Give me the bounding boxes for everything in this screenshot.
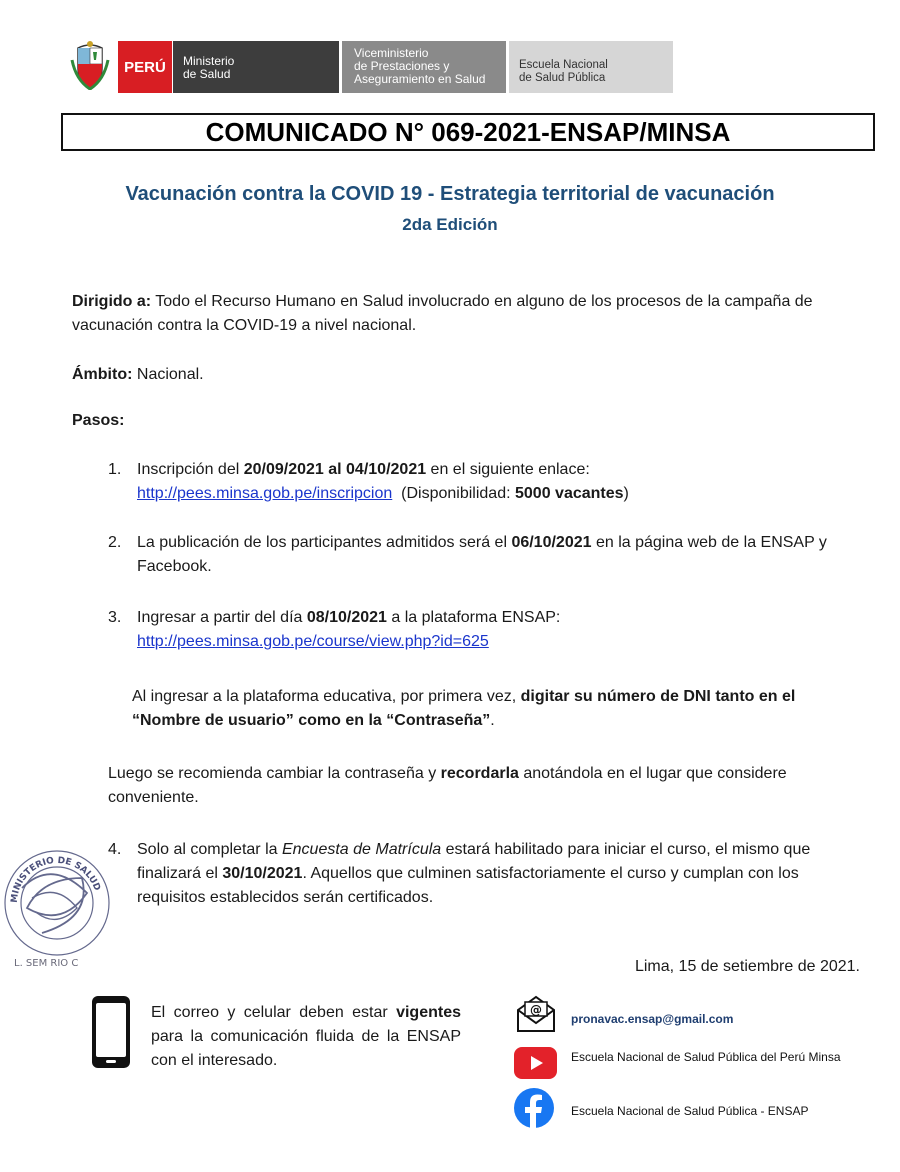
viceministerio-label: Viceministerio de Prestaciones y Aseguramiento en Salud bbox=[342, 41, 506, 93]
step1-dates: 20/09/2021 al 04/10/2021 bbox=[243, 461, 427, 478]
contact-note bbox=[151, 1001, 461, 1073]
step2-text-c: en la página web de la ENSAP y Facebook. bbox=[137, 534, 827, 575]
step4-text-c: estará habilitado para iniciar el curso, el mismo que finalizará el bbox=[137, 841, 811, 882]
document-date: Lima, 15 de setiembre de 2021. bbox=[634, 958, 860, 975]
header-logos bbox=[70, 40, 674, 94]
pasos-label: Pasos: bbox=[72, 412, 125, 429]
luego-paragraph bbox=[108, 762, 873, 810]
step-2 bbox=[108, 531, 868, 579]
ambito-label: Ámbito: bbox=[72, 366, 133, 383]
document-title: COMUNICADO N° 069-2021-ENSAP/MINSA bbox=[61, 113, 875, 151]
dirigido-paragraph bbox=[72, 290, 872, 338]
facebook-page-name[interactable]: Escuela Nacional de Salud Pública - ENSAP bbox=[571, 1104, 809, 1118]
step3-text-a: Ingresar a partir del día bbox=[137, 609, 307, 626]
step-number: 2. bbox=[108, 534, 122, 551]
edition-label: 2da Edición bbox=[402, 215, 498, 234]
document-subtitle: Vacunación contra la COVID 19 - Estrategia territorial de vacunación bbox=[125, 183, 775, 205]
step-number: 1. bbox=[108, 461, 122, 478]
end-date: 30/10/2021 bbox=[222, 865, 303, 882]
luego-bold: recordarla bbox=[440, 765, 519, 782]
contact-text-c: para la comunicación fluida de la ENSAP con el interesado. bbox=[151, 1028, 461, 1069]
luego-text-c: anotándola en el lugar que considere conveniente. bbox=[108, 765, 787, 806]
escuela-label: Escuela Nacional de Salud Pública bbox=[509, 41, 673, 93]
step-1 bbox=[108, 458, 868, 506]
svg-text:@: @ bbox=[530, 1003, 542, 1017]
step-number: 4. bbox=[108, 841, 122, 858]
step-4 bbox=[108, 838, 868, 910]
step3-date: 08/10/2021 bbox=[306, 609, 387, 626]
ministerio-label: Ministerio de Salud bbox=[173, 41, 339, 93]
stamp-top-text: MINISTERIO DE SALUD bbox=[9, 855, 102, 904]
inscripcion-link[interactable]: http://pees.minsa.gob.pe/inscripcion bbox=[137, 485, 393, 502]
step1-text-d: (Disponibilidad: bbox=[392, 485, 515, 502]
facebook-icon[interactable] bbox=[513, 1087, 555, 1129]
dirigido-label: Dirigido a: bbox=[72, 293, 152, 310]
step1-text-a: Inscripción del bbox=[137, 461, 244, 478]
mobile-phone-icon bbox=[90, 994, 132, 1070]
step1-text-f: ) bbox=[623, 485, 629, 502]
login-note bbox=[132, 685, 862, 733]
step1-text-c: en el siguiente enlace: bbox=[426, 461, 590, 478]
course-link[interactable]: http://pees.minsa.gob.pe/course/view.php?id=625 bbox=[137, 633, 489, 650]
step2-text-a: La publicación de los participantes admitidos será el bbox=[137, 534, 512, 551]
ambito-text: Nacional. bbox=[132, 366, 204, 383]
step4-text-e: . Aquellos que culminen satisfactoriamente el curso y cumplan con los requisitos establecidos serán certificados. bbox=[137, 865, 799, 906]
youtube-icon[interactable] bbox=[513, 1046, 558, 1080]
email-icon bbox=[515, 994, 557, 1034]
contact-email[interactable]: pronavac.ensap@gmail.com bbox=[571, 1012, 734, 1026]
dirigido-text: Todo el Recurso Humano en Salud involucrado en alguno de los procesos de la campaña de vacunación contra la COVID-19 a nivel nacional. bbox=[72, 293, 813, 334]
step4-text-a: Solo al completar la bbox=[137, 841, 282, 858]
step2-date: 06/10/2021 bbox=[511, 534, 592, 551]
step-number: 3. bbox=[108, 609, 122, 626]
peru-coat-of-arms-icon bbox=[70, 40, 110, 90]
note-text-a: Al ingresar a la plataforma educativa, por primera vez, bbox=[132, 688, 521, 705]
official-stamp bbox=[2, 838, 112, 973]
contact-text-a: El correo y celular deben estar bbox=[151, 1004, 397, 1021]
vacantes-count: 5000 vacantes bbox=[515, 485, 624, 502]
contact-bold: vigentes bbox=[396, 1004, 461, 1021]
note-text-c: . bbox=[490, 712, 495, 729]
luego-text-a: Luego se recomienda cambiar la contraseña y bbox=[108, 765, 441, 782]
youtube-channel-name[interactable]: Escuela Nacional de Salud Pública del Perú Minsa bbox=[571, 1050, 841, 1064]
step-3 bbox=[108, 606, 868, 654]
step3-text-c: a la plataforma ENSAP: bbox=[386, 609, 561, 626]
peru-label: PERÚ bbox=[118, 41, 172, 93]
note-bold: digitar su número de DNI tanto en el “Nombre de usuario” como en la “Contraseña” bbox=[132, 688, 796, 729]
encuesta-title: Encuesta de Matrícula bbox=[281, 841, 442, 858]
ambito-paragraph bbox=[72, 363, 772, 387]
stamp-bottom-text: L. SEM RIO C bbox=[14, 958, 79, 969]
